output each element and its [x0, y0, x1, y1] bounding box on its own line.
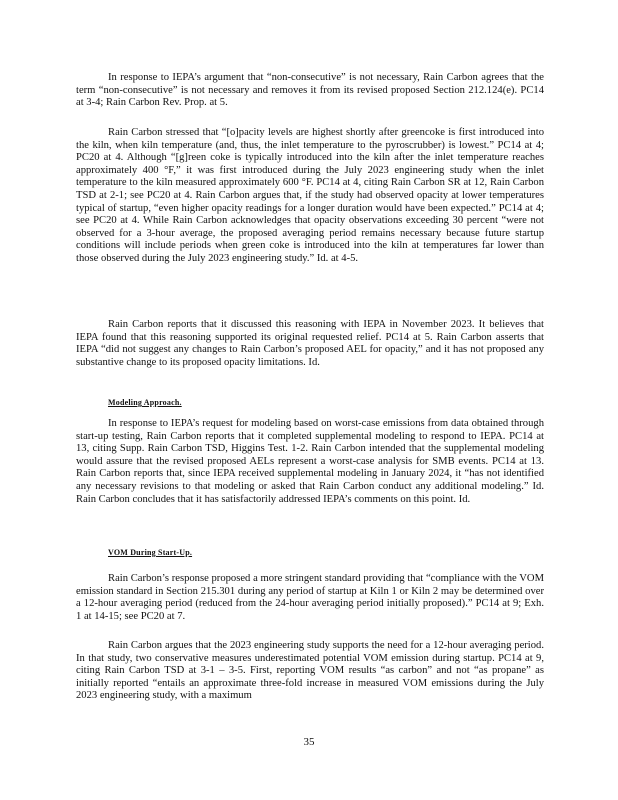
- section-heading: Modeling Approach.: [108, 398, 182, 407]
- paragraph: Rain Carbon argues that the 2023 engineering study supports the need for a 12-hour averaging period. In that study, two conservative measures underestimated potential VOM emission during startup. PC14 at 9, citing Rain Carbon TSD at 3-1 – 3-5. First, reporting VOM results “as carbon” and not “as propane” as initially reported “entails an approximate three-fold increase in measured VOM emissions during the July 2023 engineering study, with a maximum: [76, 640, 544, 702]
- paragraph: In response to IEPA’s argument that “non-consecutive” is not necessary, Rain Carbon agrees that the term “non-consecutive” is not necessary and removes it from its revised proposed Section 212.124(e). PC14 at 3-4; Rain Carbon Rev. Prop. at 5.: [76, 72, 544, 109]
- paragraph: In response to IEPA’s request for modeling based on worst-case emissions from data obtained through start-up testing, Rain Carbon reports that it completed supplemental modeling to respond to IEPA. PC14 at 13, citing Supp. Rain Carbon TSD, Higgins Test. 1-2. Rain Carbon intended that the supplemental modeling would assure that the revised proposed AELs represent a worst-case analysis for SMB events. PC14 at 13. Rain Carbon reports that, since IEPA received supplemental modeling in January 2024, it “has not identified any necessary revisions to that modeling or asked that Rain Carbon conduct any additional modeling.” Id. Rain Carbon concludes that it has satisfactorily addressed IEPA’s comments on this point. Id.: [76, 418, 544, 505]
- paragraph: Rain Carbon stressed that “[o]pacity levels are highest shortly after greencoke is first introduced into the kiln, when kiln temperature (and, thus, the inlet temperature to the pyroscrubber) is lowest.” PC14 at 4; PC20 at 4. Although “[g]reen coke is typically introduced into the kiln after the inlet temperature reaches approximately 400 °F,” it was first introduced during the July 2023 engineering study when the inlet temperature to the kiln measured approximately 600 °F. PC14 at 4, citing Rain Carbon SR at 12, Rain Carbon TSD at 2-1; see PC20 at 4. Rain Carbon argues that, if the study had observed opacity at lower temperatures typical of startup, “even higher opacity readings for a longer duration would have been expected.” PC14 at 4; see PC20 at 4. While Rain Carbon acknowledges that opacity observations exceeding 30 percent “were not observed for a 3-hour average, the proposed averaging period remains necessary because future startup conditions will include periods when green coke is introduced into the kiln at temperatures far lower than those observed during the July 2023 engineering study.” Id. at 4-5.: [76, 127, 544, 264]
- paragraph: Rain Carbon reports that it discussed this reasoning with IEPA in November 2023. It believes that IEPA found that this reasoning supported its original requested relief. PC14 at 5. Rain Carbon asserts that IEPA “did not suggest any changes to Rain Carbon’s proposed AEL for opacity,” and it has not proposed any substantive change to its proposed opacity limitations. Id.: [76, 319, 544, 368]
- paragraph: Rain Carbon’s response proposed a more stringent standard providing that “compliance with the VOM emission standard in Section 215.301 during any period of startup at Kiln 1 or Kiln 2 may be determined over a 12-hour averaging period (reduced from the 24-hour averaging period initially proposed).” PC14 at 9; Exh. 1 at 14-15; see PC20 at 7.: [76, 573, 544, 622]
- section-heading: VOM During Start-Up.: [108, 548, 193, 557]
- page-number: 35: [303, 736, 315, 748]
